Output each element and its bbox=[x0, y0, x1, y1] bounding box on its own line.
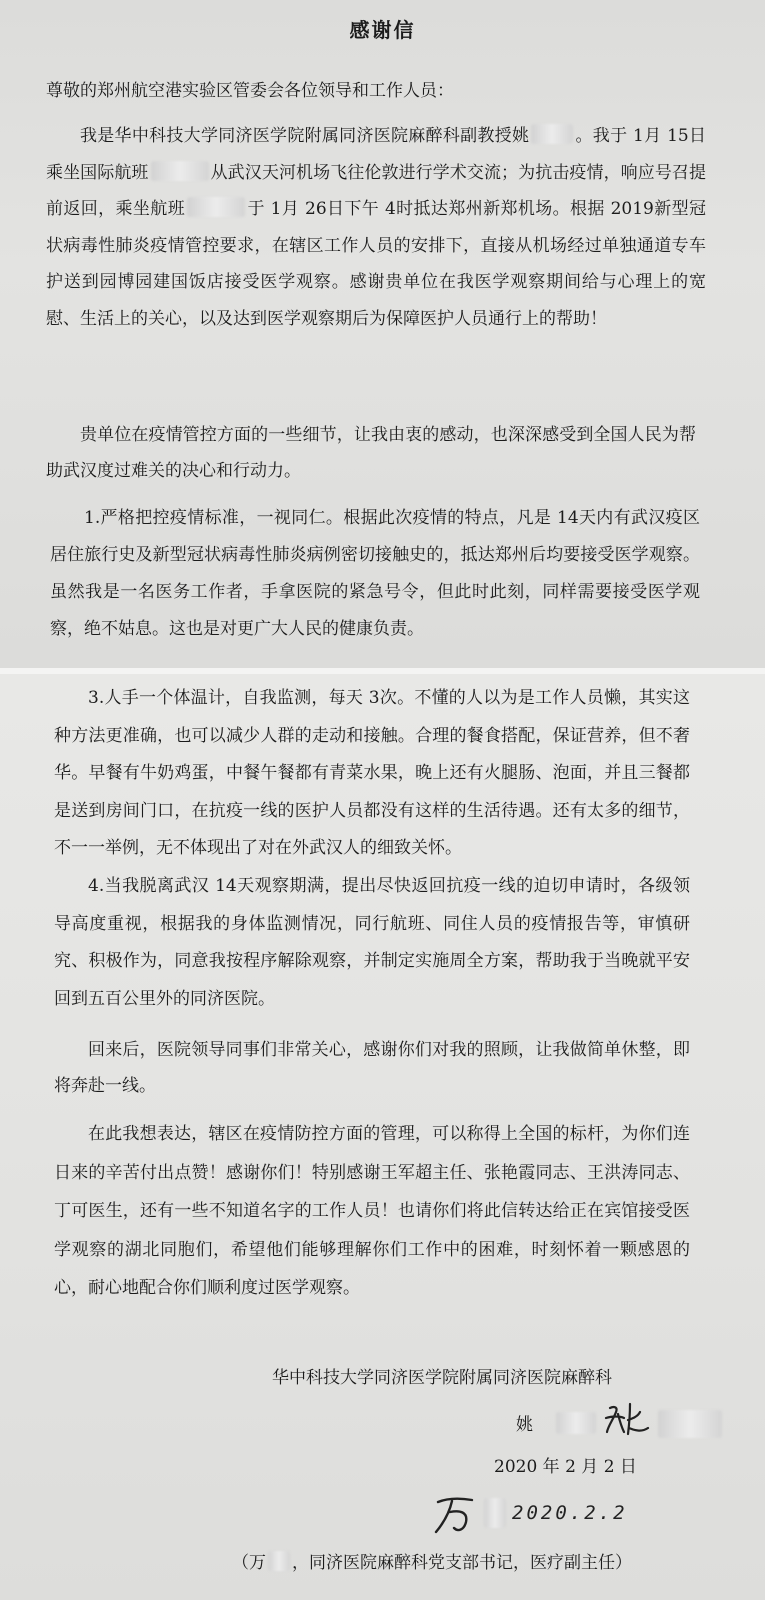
paragraph-point-4: 4.当我脱离武汉 14天观察期满，提出尽快返回抗疫一线的迫切申请时，各级领导高度重视，根据我的身体监测情况，同行航班、同住人员的疫情报告等，审慎研究、积极作为，同意我按程序解除观察，并制定实施周全方案，帮助我于当晚就平安回到五百公里外的同济医院。 bbox=[54, 876, 690, 1009]
redacted-flight-blur bbox=[151, 161, 209, 181]
signature-hand-blur bbox=[658, 1410, 722, 1438]
handwritten-date: 2020.2.2 bbox=[512, 1502, 628, 1524]
endorser-name-blur bbox=[484, 1498, 506, 1528]
endorser-note-blur bbox=[268, 1551, 290, 1571]
paragraph-gratitude: 贵单位在疫情管控方面的一些细节，让我由衷的感动，也深深感受到全国人民为帮助武汉度过难关的决心和行动力。 bbox=[46, 425, 696, 481]
intro-text-b: 。我于 1月 15日乘坐国际航班 bbox=[46, 126, 706, 183]
endorser-note-open: （万 bbox=[232, 1553, 266, 1573]
endorser-note-rest: ，同济医院麻醉科党支部书记，医疗副主任） bbox=[292, 1553, 632, 1573]
letter-greeting: 尊敬的郑州航空港实验区管委会各位领导和工作人员： bbox=[46, 81, 454, 101]
letter-title: 感谢信 bbox=[349, 18, 416, 42]
intro-text-d: 于 1月 26日下午 4时抵达郑州新郑机场。根据 2019新型冠状病毒性肺炎疫情管控要求，在辖区工作人员的安排下，直接从机场经过单独通道专车护送到园博园建国饭店接受医学观察。感谢贵单位在我医学观察期间给与心理上的宽慰、生活上的关心，以及达到医学观察期后为保障医护人员通行上的帮助！ bbox=[46, 199, 706, 329]
signature-name: 姚 bbox=[516, 1415, 533, 1435]
paragraph-return: 回来后，医院领导同事们非常关心，感谢你们对我的照顾，让我做简单休整，即将奔赴一线。 bbox=[54, 1040, 690, 1096]
paragraph-closing: 在此我想表达，辖区在疫情防控方面的管理，可以称得上全国的标杆，为你们连日来的辛苦付出点赞！感谢你们！特别感谢王军超主任、张艳霞同志、王洪涛同志、丁可医生，还有一些不知道名字的工作人员！也请你们将此信转达给正在宾馆接受医学观察的湖北同胞们，希望他们能够理解你们工作中的困难，时刻怀着一颗感恩的心，耐心地配合你们顺利度过医学观察。 bbox=[54, 1124, 690, 1298]
intro-text-a: 我是华中科技大学同济医学院附属同济医院麻醉科副教授姚 bbox=[80, 126, 530, 146]
handwritten-signature-icon bbox=[604, 1398, 650, 1438]
endorser-note bbox=[232, 1548, 632, 1573]
paragraph-intro bbox=[46, 118, 706, 337]
signature-date: 2020 年 2 月 2 日 bbox=[494, 1457, 637, 1477]
signature-name-blur bbox=[556, 1412, 596, 1434]
redacted-name-blur bbox=[531, 124, 573, 144]
intro-text-c: 从武汉天河机场飞往伦敦进行学术交流；为抗击疫情，响应号召提前返回，乘坐航班 bbox=[46, 162, 707, 219]
handwritten-endorser-icon bbox=[430, 1492, 482, 1536]
signature-organization: 华中科技大学同济医学院附属同济医院麻醉科 bbox=[272, 1368, 612, 1388]
paragraph-point-3: 3.人手一个体温计，自我监测，每天 3次。不懂的人以为是工作人员懒，其实这种方法更准确，也可以减少人群的走动和接触。合理的餐食搭配，保证营养，但不奢华。早餐有牛奶鸡蛋，中餐午餐都有青菜水果，晚上还有火腿肠、泡面，并且三餐都是送到房间门口，在抗疫一线的医护人员都没有这样的生活待遇。还有太多的细节，不一一举例，无不体现出了对在外武汉人的细致关怀。 bbox=[54, 688, 690, 858]
paragraph-point-1: 1.严格把控疫情标准，一视同仁。根据此次疫情的特点，凡是 14天内有武汉疫区居住旅行史及新型冠状病毒性肺炎病例密切接触史的，抵达郑州后均要接受医学观察。虽然我是一名医务工作者，手拿医院的紧急号令，但此时此刻，同样需要接受医学观察，绝不姑息。这也是对更广大人民的健康负责。 bbox=[50, 508, 700, 639]
redacted-flight-2-blur bbox=[187, 197, 245, 217]
